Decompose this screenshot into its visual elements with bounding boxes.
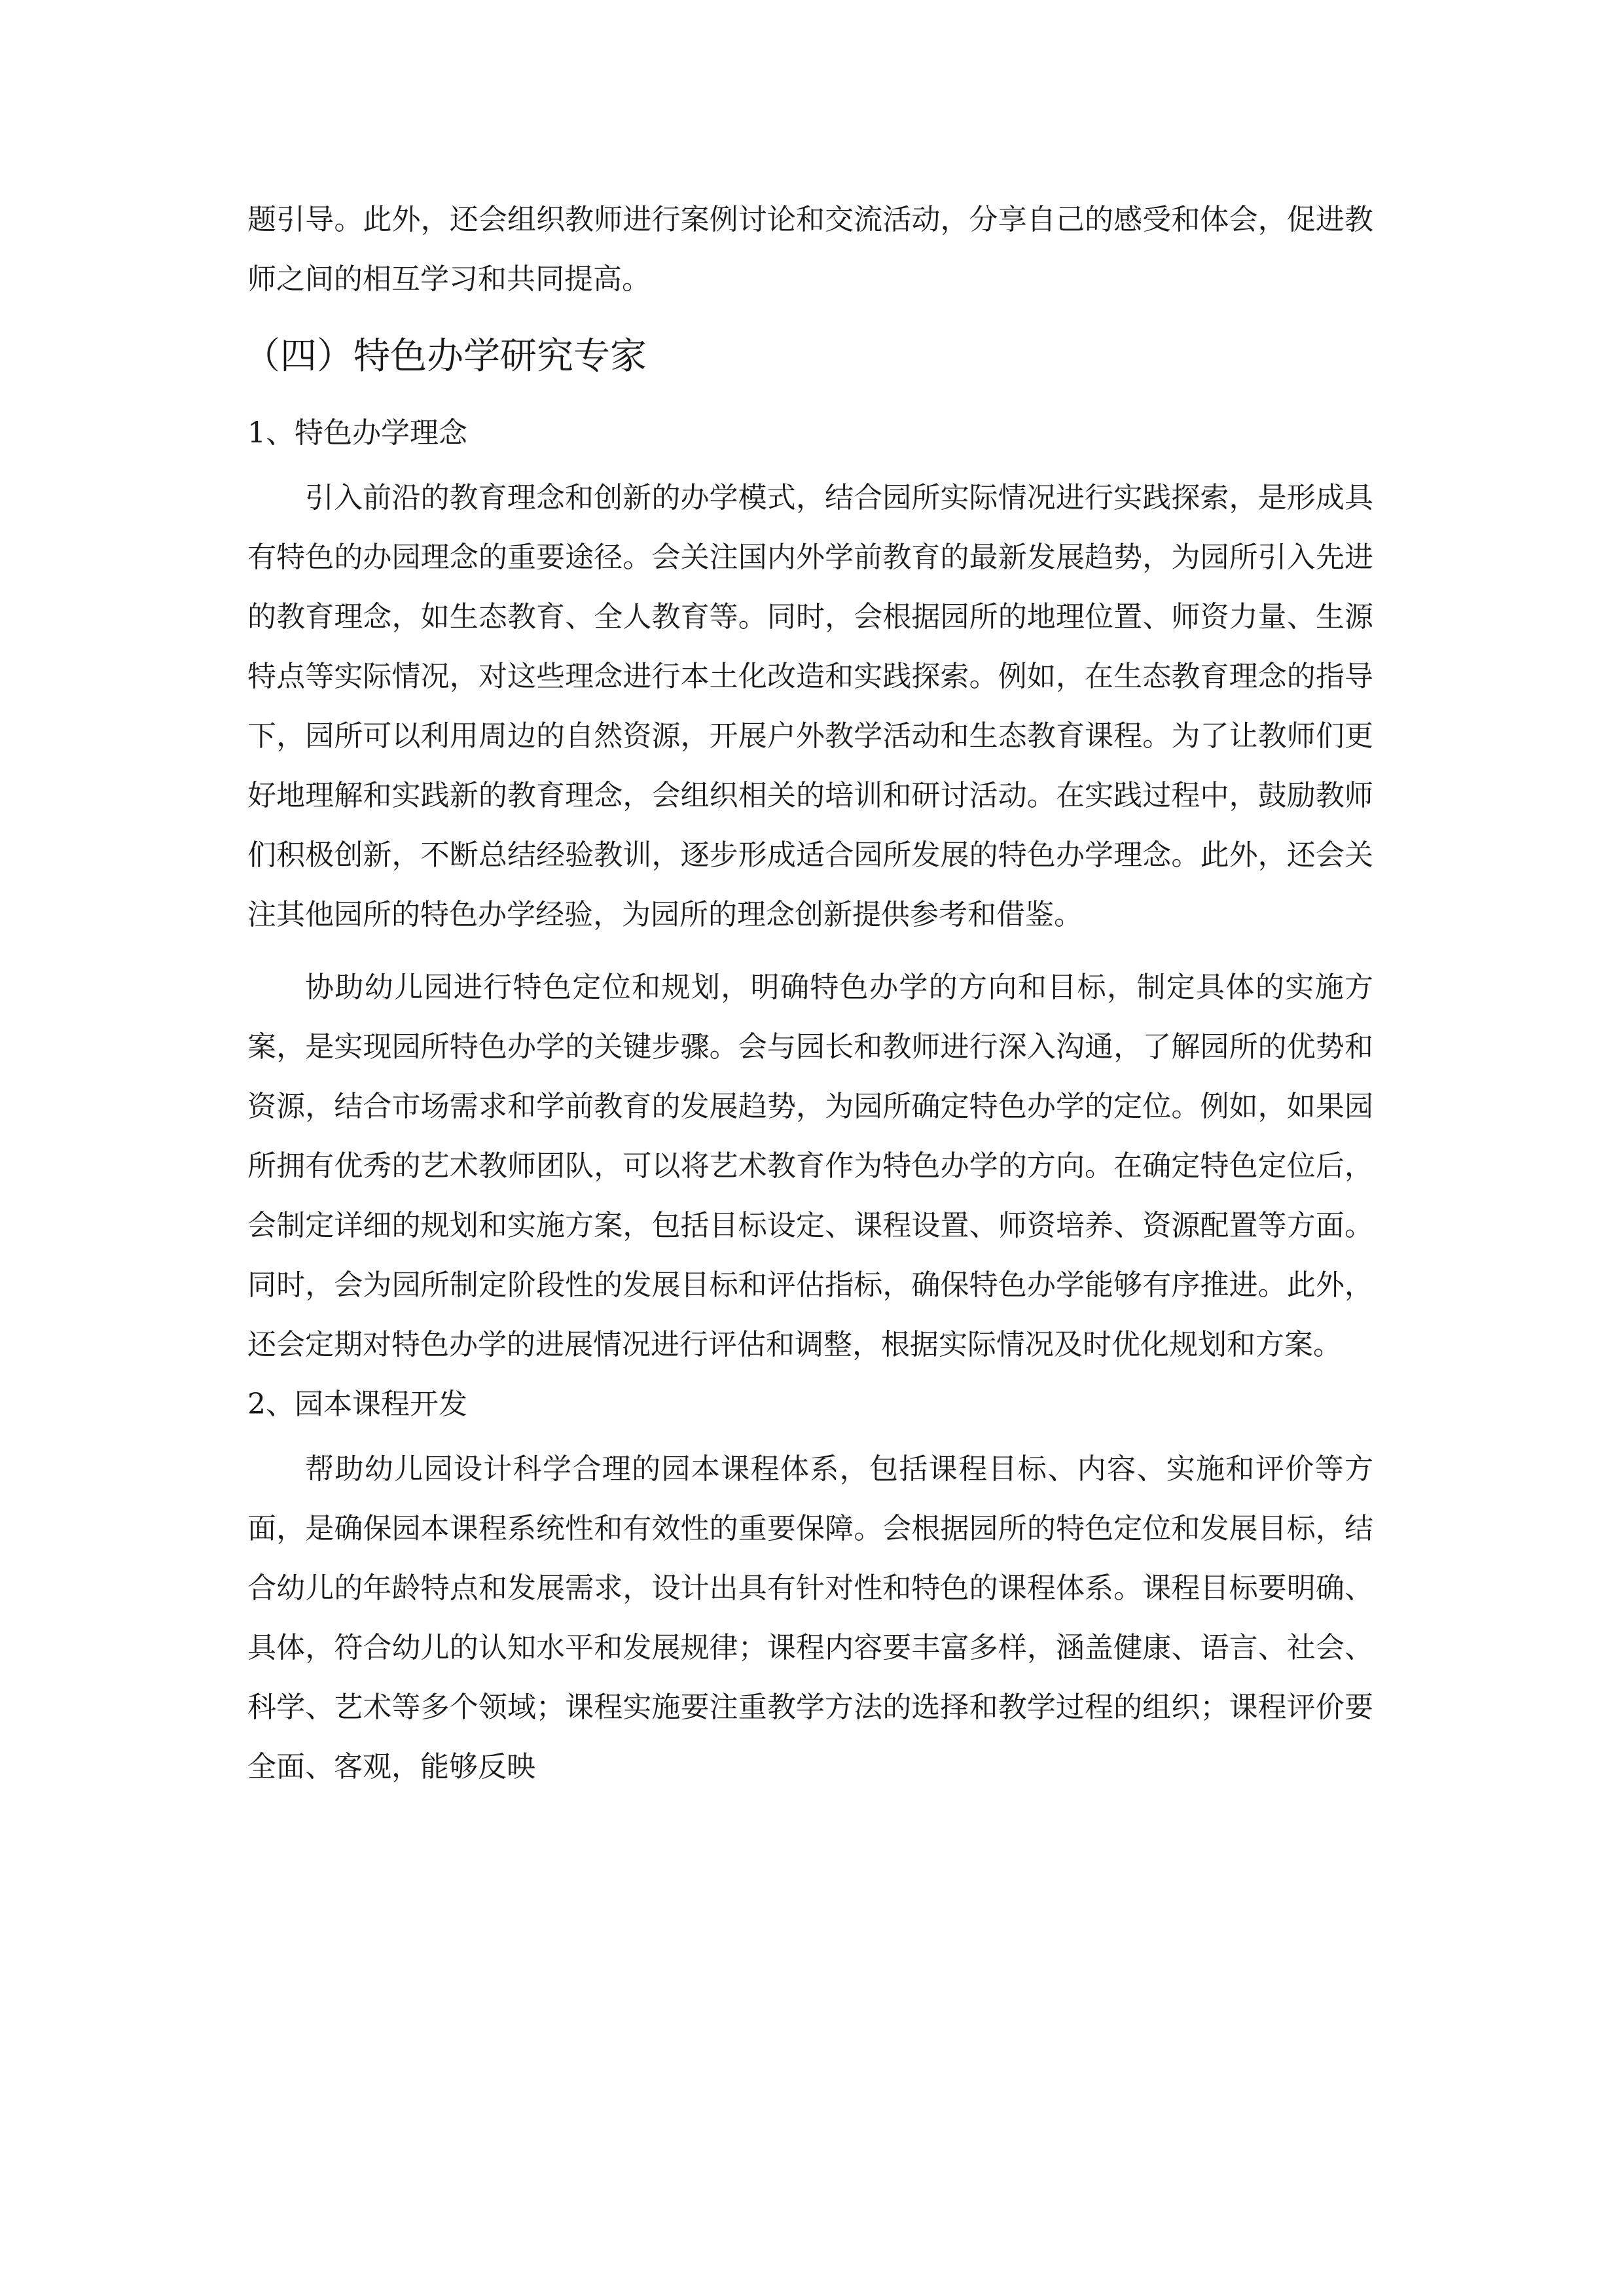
section-title: （四）特色办学研究专家 (244, 335, 647, 378)
continuation-paragraph: 题引导。此外，还会组织教师进行案例讨论和交流活动，分享自己的感受和体会，促进教师之间的相互学习和共同提高。 (247, 203, 1373, 296)
body-paragraph: 引入前沿的教育理念和创新的办学模式，结合园所实际情况进行实践探索，是形成具有特色的办园理念的重要途径。会关注国内外学前教育的最新发展趋势，为园所引入先进的教育理念，如生态教育、全人教育等。同时，会根据园所的地理位置、师资力量、生源特点等实际情况，对这些理念进行本土化改造和实践探索。例如，在生态教育理念的指导下，园所可以利用周边的自然资源，开展户外教学活动和生态教育课程。为了让教师们更好地理解和实践新的教育理念，会组织相关的培训和研讨活动。在实践过程中，鼓励教师们积极创新，不断总结经验教训，逐步形成适合园所发展的特色办学理念。此外，还会关注其他园所的特色办学经验，为园所的理念创新提供参考和借鉴。 (247, 481, 1373, 931)
subsection-heading-1: 1、特色办学理念 (247, 416, 467, 450)
body-paragraph: 协助幼儿园进行特色定位和规划，明确特色办学的方向和目标，制定具体的实施方案，是实现园所特色办学的关键步骤。会与园长和教师进行深入沟通，了解园所的优势和资源，结合市场需求和学前教育的发展趋势，为园所确定特色办学的定位。例如，如果园所拥有优秀的艺术教师团队，可以将艺术教育作为特色办学的方向。在确定特色定位后，会制定详细的规划和实施方案，包括目标设定、课程设置、师资培养、资源配置等方面。同时，会为园所制定阶段性的发展目标和评估指标，确保特色办学能够有序推进。此外，还会定期对特色办学的进展情况进行评估和调整，根据实际情况及时优化规划和方案。 (247, 971, 1373, 1361)
body-paragraph: 帮助幼儿园设计科学合理的园本课程体系，包括课程目标、内容、实施和评价等方面，是确保园本课程系统性和有效性的重要保障。会根据园所的特色定位和发展目标，结合幼儿的年龄特点和发展需求，设计出具有针对性和特色的课程体系。课程目标要明确、具体，符合幼儿的认知水平和发展规律；课程内容要丰富多样，涵盖健康、语言、社会、科学、艺术等多个领域；课程实施要注重教学方法的选择和教学过程的组织；课程评价要全面、客观，能够反映 (247, 1452, 1373, 1784)
subsection-heading-2: 2、园本课程开发 (247, 1388, 467, 1421)
document-page (244, 190, 1373, 1797)
